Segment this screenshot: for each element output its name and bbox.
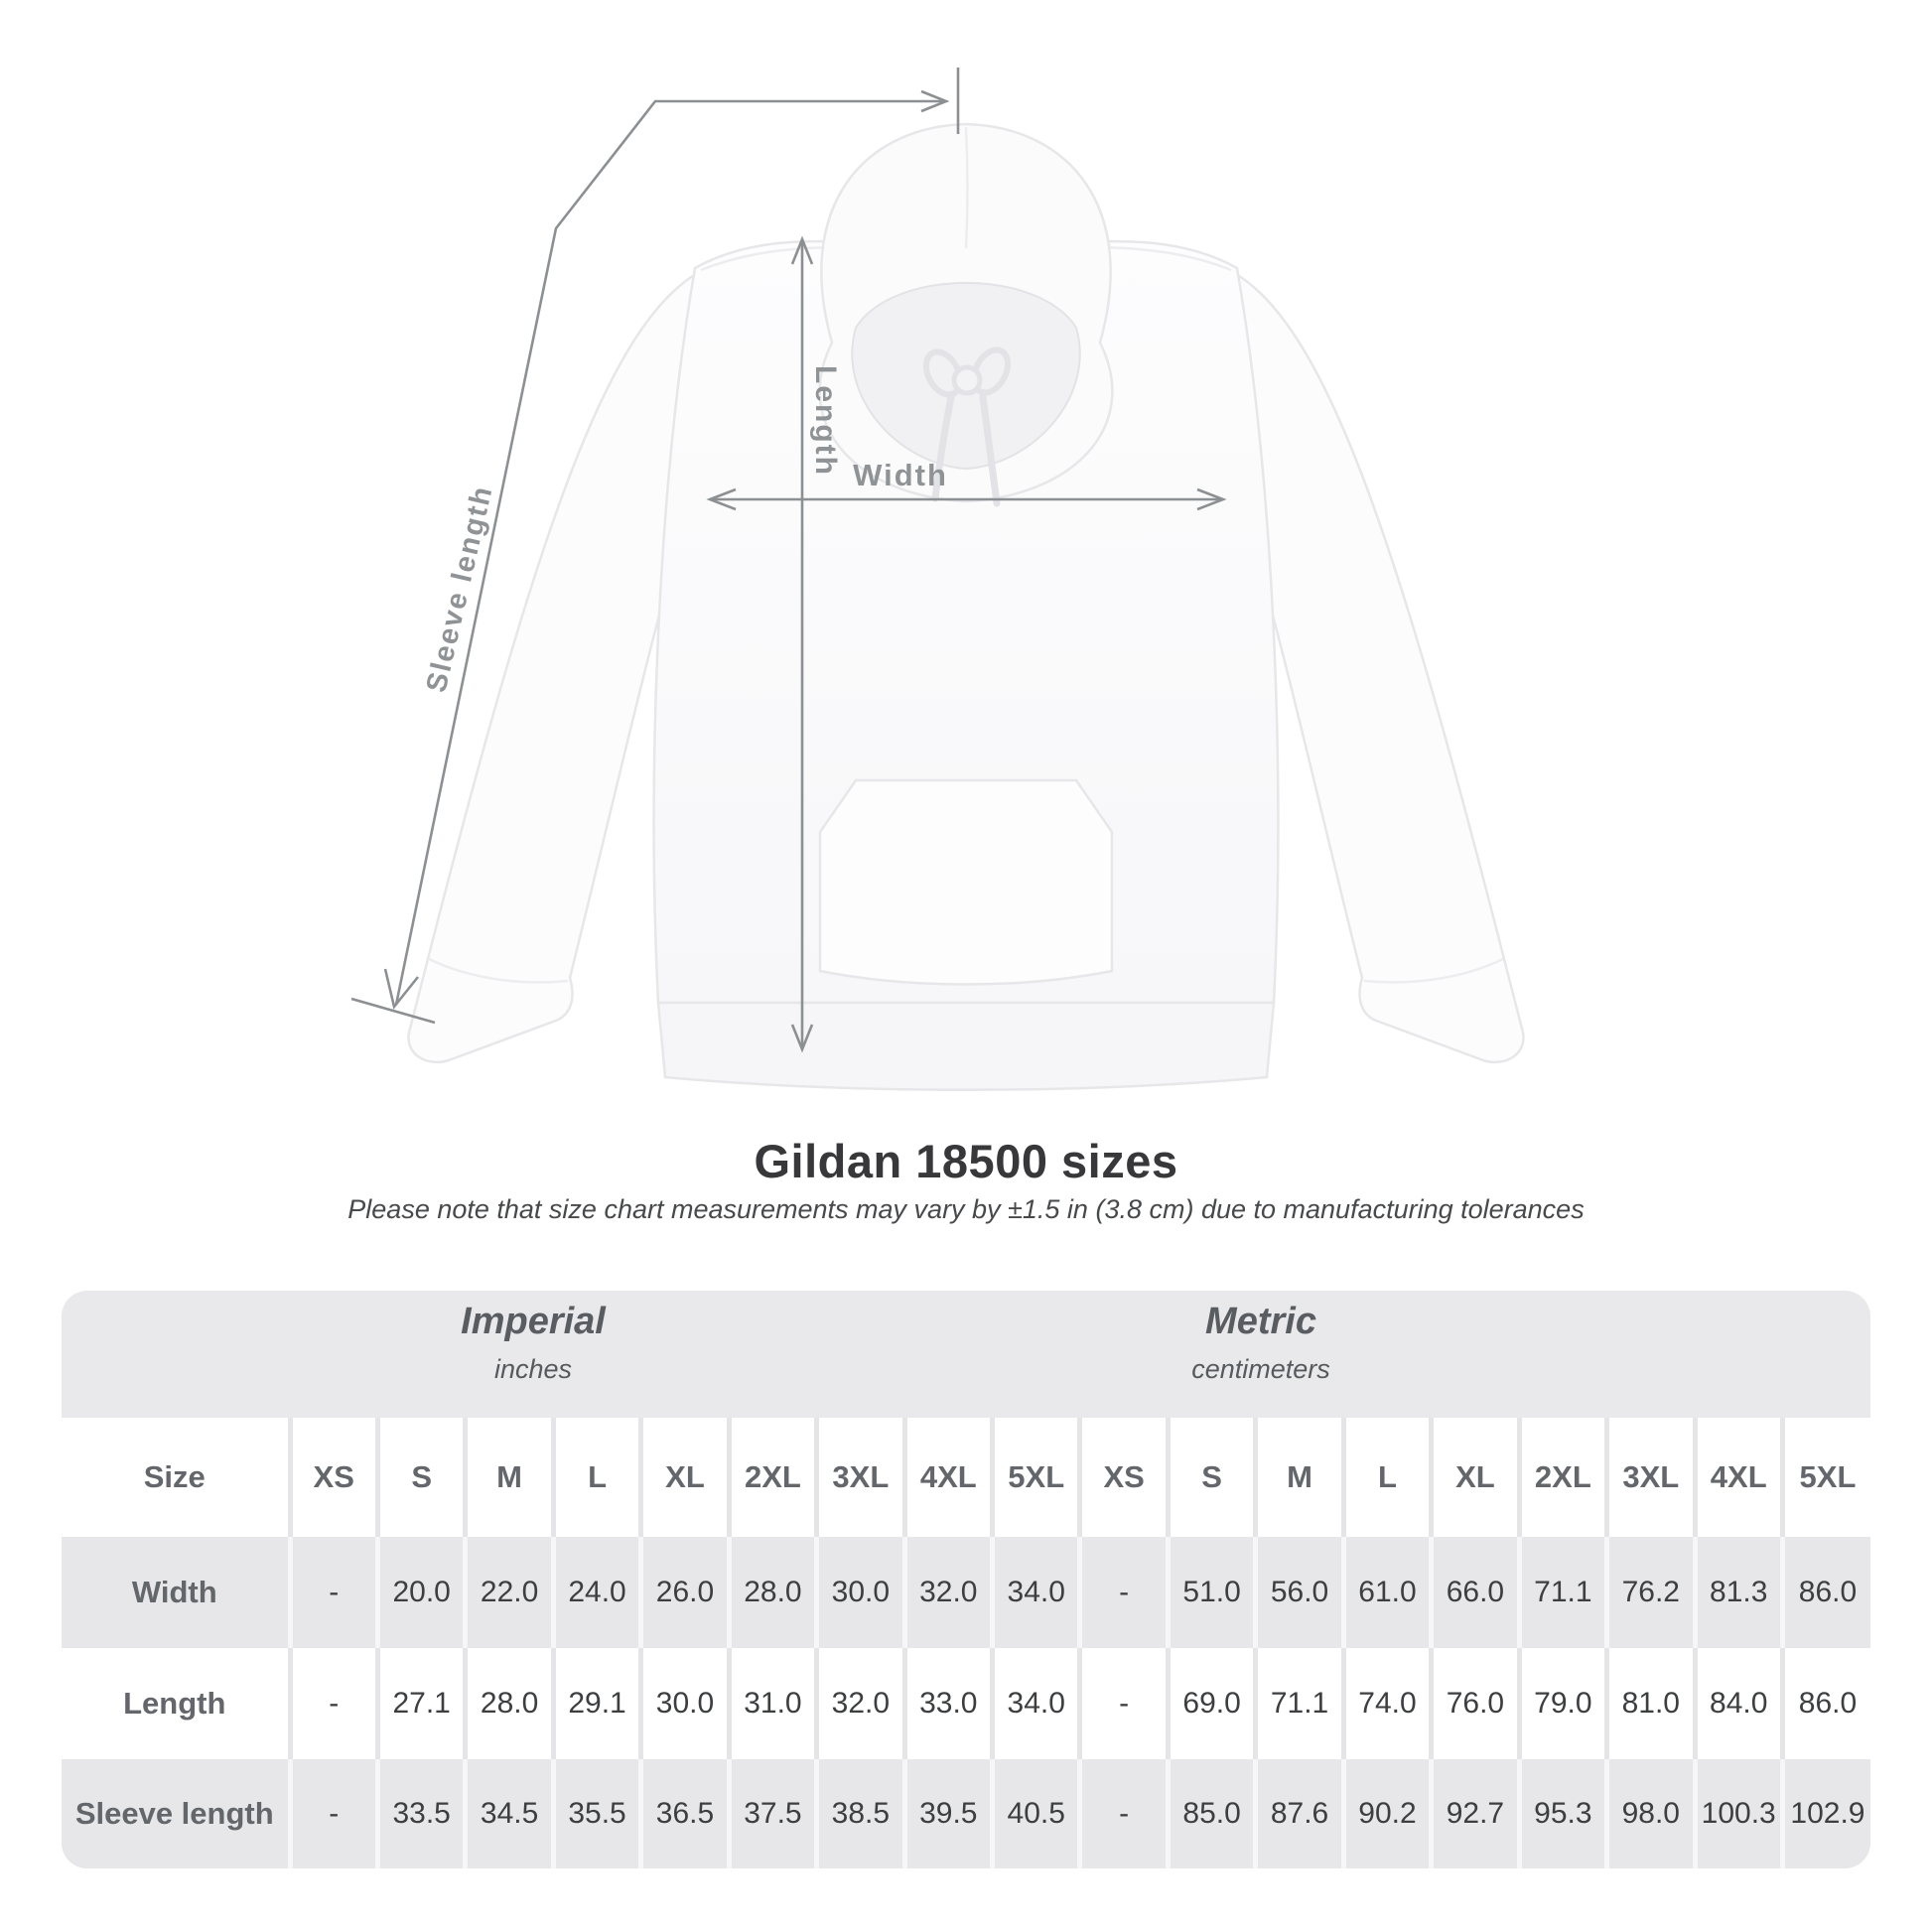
column-header-metric-l: L: [1343, 1418, 1431, 1537]
table-cell: 27.1: [377, 1648, 465, 1759]
hoodie-pocket: [820, 780, 1112, 985]
column-header-size: Size: [143, 1459, 206, 1494]
column-header-imperial-m: M: [466, 1418, 553, 1537]
table-row-sleeve-length: [62, 1759, 1870, 1868]
table-cell: 66.0: [1432, 1537, 1519, 1648]
column-header-metric-2xl: 2XL: [1519, 1418, 1606, 1537]
table-cell: -: [1080, 1759, 1168, 1868]
hoodie-hem-band: [658, 1003, 1274, 1090]
page-title: Gildan 18500 sizes: [754, 1135, 1178, 1187]
length-label: Length: [809, 365, 842, 477]
table-cell: 24.0: [553, 1537, 640, 1648]
size-table-card: [62, 1291, 1870, 1868]
size-table: [62, 1418, 1870, 1868]
width-label: Width: [853, 458, 948, 492]
table-cell: 34.0: [993, 1648, 1080, 1759]
table-cell: 76.0: [1432, 1648, 1519, 1759]
column-header-imperial-4xl: 4XL: [904, 1418, 992, 1537]
column-header-imperial-3xl: 3XL: [817, 1418, 904, 1537]
table-cell: 51.0: [1168, 1537, 1255, 1648]
table-cell: -: [1080, 1537, 1168, 1648]
table-cell: -: [290, 1759, 377, 1868]
table-cell: -: [1080, 1648, 1168, 1759]
table-cell: 56.0: [1256, 1537, 1343, 1648]
table-cell: 102.9: [1782, 1759, 1870, 1868]
column-header-imperial-l: L: [553, 1418, 640, 1537]
table-cell: 38.5: [817, 1759, 904, 1868]
table-cell: -: [290, 1537, 377, 1648]
row-label: Sleeve length: [74, 1796, 274, 1831]
table-cell: 90.2: [1343, 1759, 1431, 1868]
size-header-row: [62, 1418, 1870, 1537]
column-header-imperial-s: S: [377, 1418, 465, 1537]
table-cell: 92.7: [1432, 1759, 1519, 1868]
unit-group-band: [62, 1291, 1870, 1418]
column-header-metric-xl: XL: [1432, 1418, 1519, 1537]
column-header-imperial-2xl: 2XL: [729, 1418, 816, 1537]
table-cell: 31.0: [729, 1648, 816, 1759]
table-cell: 86.0: [1782, 1537, 1870, 1648]
table-cell: 76.2: [1607, 1537, 1695, 1648]
table-cell: 37.5: [729, 1759, 816, 1868]
column-header-metric-3xl: 3XL: [1607, 1418, 1695, 1537]
table-cell: 81.0: [1607, 1648, 1695, 1759]
table-cell: 40.5: [993, 1759, 1080, 1868]
table-cell: 32.0: [817, 1648, 904, 1759]
table-cell: 95.3: [1519, 1759, 1606, 1868]
column-header-metric-5xl: 5XL: [1782, 1418, 1870, 1537]
table-cell: 79.0: [1519, 1648, 1606, 1759]
table-cell: 34.0: [993, 1537, 1080, 1648]
table-cell: 81.3: [1695, 1537, 1782, 1648]
imperial-group-label: Imperial: [461, 1301, 606, 1342]
table-cell: -: [290, 1648, 377, 1759]
table-cell: 22.0: [466, 1537, 553, 1648]
table-cell: 71.1: [1519, 1537, 1606, 1648]
column-header-metric-4xl: 4XL: [1695, 1418, 1782, 1537]
row-label: Length: [123, 1686, 226, 1721]
table-cell: 61.0: [1343, 1537, 1431, 1648]
page-subtitle: Please note that size chart measurements may vary by ±1.5 in (3.8 cm) due to manufacturing tolerances: [347, 1194, 1585, 1224]
table-cell: 28.0: [466, 1648, 553, 1759]
table-cell: 20.0: [377, 1537, 465, 1648]
table-cell: 26.0: [641, 1537, 729, 1648]
table-cell: 85.0: [1168, 1759, 1255, 1868]
table-cell: 33.0: [904, 1648, 992, 1759]
table-cell: 32.0: [904, 1537, 992, 1648]
table-cell: 87.6: [1256, 1759, 1343, 1868]
table-cell: 35.5: [553, 1759, 640, 1868]
table-cell: 84.0: [1695, 1648, 1782, 1759]
column-header-metric-s: S: [1168, 1418, 1255, 1537]
table-cell: 33.5: [377, 1759, 465, 1868]
column-header-metric-m: M: [1256, 1418, 1343, 1537]
hoodie-bow-knot: [954, 367, 980, 393]
table-cell: 74.0: [1343, 1648, 1431, 1759]
table-cell: 71.1: [1256, 1648, 1343, 1759]
sleeve-length-label: Sleeve length: [420, 482, 499, 696]
column-header-imperial-xl: XL: [641, 1418, 729, 1537]
table-cell: 100.3: [1695, 1759, 1782, 1868]
table-row-width: [62, 1537, 1870, 1648]
table-cell: 39.5: [904, 1759, 992, 1868]
table-cell: 98.0: [1607, 1759, 1695, 1868]
column-header-imperial-5xl: 5XL: [993, 1418, 1080, 1537]
imperial-group-unit: inches: [493, 1354, 573, 1384]
table-cell: 86.0: [1782, 1648, 1870, 1759]
metric-group-label: Metric: [1205, 1301, 1316, 1342]
column-header-imperial-xs: XS: [290, 1418, 377, 1537]
metric-group-unit: centimeters: [1191, 1354, 1330, 1384]
table-cell: 30.0: [641, 1648, 729, 1759]
table-cell: 34.5: [466, 1759, 553, 1868]
table-cell: 36.5: [641, 1759, 729, 1868]
row-label: Width: [131, 1575, 217, 1609]
table-cell: 28.0: [729, 1537, 816, 1648]
column-header-metric-xs: XS: [1080, 1418, 1168, 1537]
table-cell: 69.0: [1168, 1648, 1255, 1759]
table-cell: 29.1: [553, 1648, 640, 1759]
table-row-length: [62, 1648, 1870, 1759]
table-cell: 30.0: [817, 1537, 904, 1648]
